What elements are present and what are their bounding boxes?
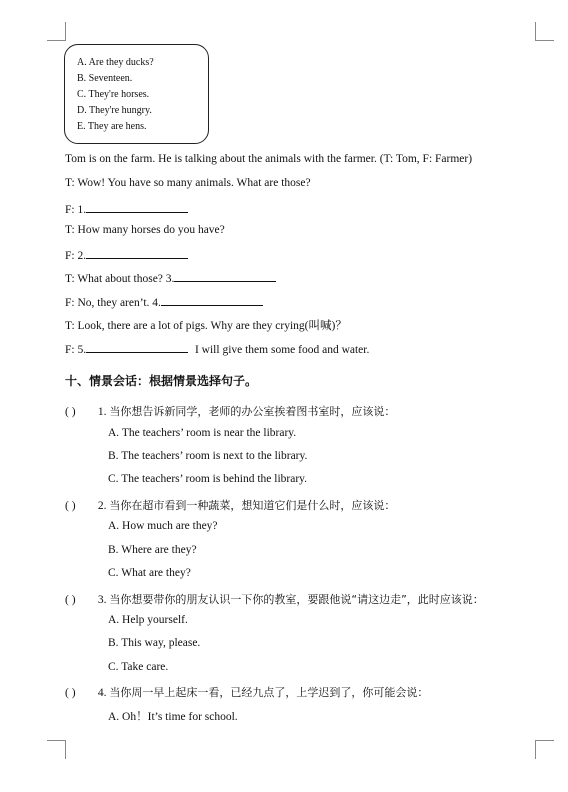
dialogue-intro: Tom is on the farm. He is talking about the animals with the farmer. (T: Tom, F: Farmer)	[65, 153, 473, 165]
crop-mark-top-left	[47, 22, 66, 41]
dialogue-line-5-text: T: What about those? 3.	[65, 273, 175, 285]
question-1-option-c: C. The teachers’ room is behind the library.	[108, 473, 308, 485]
crop-mark-bottom-left	[47, 740, 66, 759]
answer-paren-3[interactable]: ( )	[65, 594, 76, 606]
option-a: A. Are they ducks?	[77, 57, 154, 68]
question-4	[65, 684, 428, 700]
question-1-number: 1.	[97, 406, 107, 418]
question-3-number: 3.	[97, 594, 107, 606]
dialogue-line-7: T: Look, there are a lot of pigs. Why are they crying(叫喊)？	[65, 320, 347, 332]
question-2-text: 当你在超市看到一种蔬菜，想知道它们是什么时，应该说：	[109, 499, 396, 512]
question-3-option-c: C. Take care.	[108, 661, 169, 673]
question-4-text: 当你周一早上起床一看，已经九点了，上学迟到了，你可能会说：	[109, 686, 429, 699]
question-1-option-b: B. The teachers’ room is next to the library.	[108, 450, 308, 462]
answer-blank-4[interactable]	[161, 294, 263, 306]
options-box	[64, 44, 209, 144]
question-3-option-b: B. This way, please.	[108, 637, 201, 649]
crop-mark-bottom-right	[535, 740, 554, 759]
question-1	[65, 403, 395, 419]
answer-blank-3[interactable]	[174, 270, 276, 282]
crop-mark-top-right	[535, 22, 554, 41]
option-d: D. They're hungry.	[77, 105, 152, 116]
dialogue-line-8-text: F: 5.	[65, 344, 87, 356]
answer-paren-4[interactable]: ( )	[65, 687, 76, 699]
question-2-option-a: A. How much are they?	[108, 520, 218, 532]
answer-blank-2[interactable]	[86, 247, 188, 259]
option-c: C. They're horses.	[77, 89, 150, 100]
dialogue-line-2	[65, 201, 188, 216]
question-3-text: 当你想要带你的朋友认识一下你的教室，要跟他说“请这边走”，此时应该说：	[109, 593, 484, 606]
dialogue-line-8	[65, 341, 369, 356]
dialogue-line-6-text: F: No, they aren’t. 4.	[65, 297, 161, 309]
question-4-number: 4.	[97, 687, 107, 699]
dialogue-line-4	[65, 247, 188, 262]
dialogue-line-2-text: F: 1.	[65, 204, 87, 216]
section-10-heading: 十、情景会话：根据情景选择句子。	[65, 374, 258, 388]
question-2-option-b: B. Where are they?	[108, 544, 197, 556]
answer-paren-1[interactable]: ( )	[65, 406, 76, 418]
answer-blank-1[interactable]	[86, 201, 188, 213]
dialogue-line-5	[65, 270, 276, 285]
option-b: B. Seventeen.	[77, 73, 133, 84]
dialogue-line-6	[65, 294, 263, 309]
answer-paren-2[interactable]: ( )	[65, 500, 76, 512]
question-1-text: 当你想告诉新同学，老师的办公室挨着图书室时，应该说：	[109, 405, 396, 418]
dialogue-line-4-text: F: 2.	[65, 250, 87, 262]
answer-blank-5[interactable]	[86, 341, 188, 353]
question-1-option-a: A. The teachers’ room is near the library.	[108, 427, 297, 439]
question-2-number: 2.	[97, 500, 107, 512]
dialogue-line-1: T: Wow! You have so many animals. What are those?	[65, 177, 311, 189]
question-2-option-c: C. What are they?	[108, 567, 191, 579]
question-4-option-a: A. Oh！It’s time for school.	[108, 711, 238, 723]
option-e: E. They are hens.	[77, 121, 147, 132]
question-3-option-a: A. Help yourself.	[108, 614, 188, 626]
question-3	[65, 591, 484, 607]
dialogue-line-8-suffix: I will give them some food and water.	[194, 344, 370, 356]
dialogue-line-3: T: How many horses do you have?	[65, 224, 225, 236]
question-2	[65, 497, 395, 513]
